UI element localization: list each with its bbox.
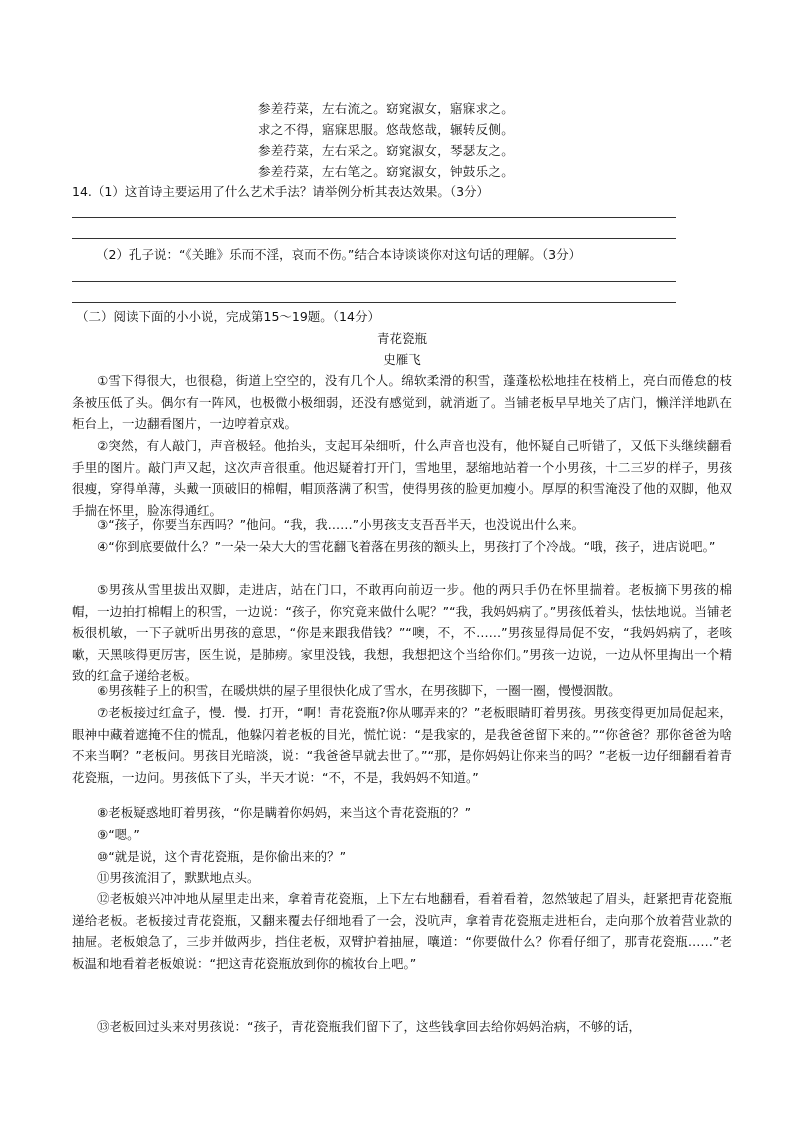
- story-paragraph-2: ②突然，有人敲门，声音极轻。他抬头，支起耳朵细听，什么声音也没有，他怀疑自己听错了，又低下头继续翻看手里的图片。敲门声又起，这次声音很重。他迟疑着打开门，雪地里，瑟缩地站着一个小男孩，十二三岁的样子，男孩很瘦，穿得单薄，头戴一顶破旧的棉帽，帽顶落满了积雪，使得男孩的脸更加瘦小。厚厚的积雪淹没了他的双脚，他双手揣在怀里，脸冻得通红。: [72, 438, 732, 518]
- story-paragraph-13: ⑬老板回过头来对男孩说：“孩子，青花瓷瓶我们留下了，这些钱拿回去给你妈妈治病，不够的话，: [97, 1019, 641, 1034]
- story-paragraph-11: ⑪男孩流泪了，默默地点头。: [97, 870, 260, 885]
- story-paragraph-8: ⑧老板疑惑地盯着男孩，“你是瞒着你妈妈，来当这个青花瓷瓶的？”: [97, 805, 472, 820]
- story-paragraph-5: ⑤男孩从雪里拔出双脚，走进店，站在门口，不敢再向前迈一步。他的两只手仍在怀里揣着。老板摘下男孩的棉帽，一边拍打棉帽上的积雪，一边说：“孩子，你究竟来做什么呢？”“我，我妈妈病了。”男孩低着头，怯怯地说。当铺老板很机敏，一下子就听出男孩的意思，“你是来跟我借钱？”“噢，不，不……”男孩显得局促不安，“我妈妈病了，老咳嗽，天黑咳得更厉害，医生说，是肺痨。家里没钱，我想，我想把这个当给你们。”男孩一边说，一边从怀里掏出一个精致的红盒子递给老板。: [72, 582, 732, 684]
- answer-line[interactable]: [72, 302, 676, 303]
- story-paragraph-1: ①雪下得很大，也很稳，街道上空空的，没有几个人。绵软柔滑的积雪，蓬蓬松松地挂在枝梢上，亮白而倦怠的枝条被压低了头。偶尔有一阵风，也极微小极细弱，还没有感觉到，就消逝了。当铺老板早早地关了店门，懒洋洋地趴在柜台上，一边翻看图片，一边哼着京戏。: [72, 373, 732, 432]
- question-14-1: 14.（1）这首诗主要运用了什么艺术手法？请举例分析其表达效果。（3分）: [72, 184, 490, 199]
- story-paragraph-9: ⑨“嗯。”: [97, 827, 140, 842]
- story-title: 青花瓷瓶: [376, 331, 427, 346]
- poem-line: 求之不得，寤寐思服。悠哉悠哉，辗转反侧。: [258, 122, 515, 137]
- story-author: 史雁飞: [383, 352, 421, 367]
- poem-block: [258, 98, 558, 182]
- poem-line: 参差荇菜，左右流之。窈窕淑女，寤寐求之。: [258, 101, 515, 116]
- question-14-2: （2）孔子说：“《关雎》乐而不淫，哀而不伤。”结合本诗谈谈你对这句话的理解。（3分）: [96, 247, 582, 262]
- story-paragraph-7: ⑦老板接过红盒子，慢．慢．打开，“啊！青花瓷瓶?你从哪弄来的？”老板眼睛盯着男孩。男孩变得更加局促起来，眼神中藏着遮掩不住的慌乱，他躲闪着老板的目光，慌忙说：“是我家的，是我爸爸留下来的。”“你爸爸？那你爸爸为啥不来当啊？”老板问。男孩目光暗淡，说：“我爸爸早就去世了。”“那，是你妈妈让你来当的吗？”老板一边仔细翻看着青花瓷瓶，一边问。男孩低下了头，半天才说：“不，不是，我妈妈不知道。”: [72, 705, 732, 785]
- answer-line[interactable]: [72, 281, 676, 282]
- story-paragraph-3: ③“孩子，你要当东西吗？”他问。“我，我……”小男孩支支吾吾半天，也没说出什么来。: [97, 517, 585, 532]
- story-paragraph-12: ⑫老板娘兴冲冲地从屋里走出来，拿着青花瓷瓶，上下左右地翻看，看着看着，忽然皱起了眉头，赶紧把青花瓷瓶递给老板。老板接过青花瓷瓶，又翻来覆去仔细地看了一会，没吭声，拿着青花瓷瓶走进柜台，走向那个放着营业款的抽屉。老板娘急了，三步并做两步，挡住老板，双臂护着抽屉，嚷道：“你要做什么？你看仔细了，那青花瓷瓶……”老板温和地看着老板娘说：“把这青花瓷瓶放到你的梳妆台上吧。”: [72, 891, 732, 971]
- poem-line: 参差荇菜，左右采之。窈窕淑女，琴瑟友之。: [258, 143, 515, 158]
- story-paragraph-4: ④“你到底要做什么？”一朵一朵大大的雪花翻飞着落在男孩的额头上，男孩打了个冷战。“哦，孩子，进店说吧。”: [97, 539, 716, 554]
- poem-line: 参差荇菜，左右笔之。窈窕淑女，钟鼓乐之。: [258, 164, 515, 179]
- answer-line[interactable]: [72, 217, 676, 218]
- story-paragraph-6: ⑥男孩鞋子上的积雪，在暖烘烘的屋子里很快化成了雪水，在男孩脚下，一圈一圈，慢慢洇散。: [97, 683, 621, 698]
- section-heading: （二）阅读下面的小小说，完成第15～19题。（14分）: [76, 309, 380, 324]
- story-paragraph-10: ⑩“就是说，这个青花瓷瓶，是你偷出来的？”: [97, 849, 347, 864]
- answer-line[interactable]: [72, 238, 676, 239]
